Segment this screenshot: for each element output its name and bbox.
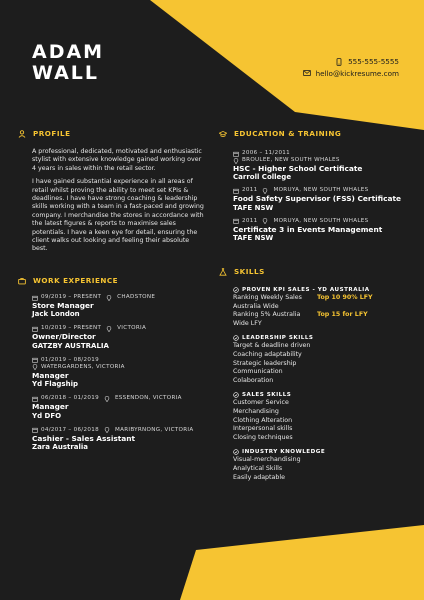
edu-location: MORUYA, NEW SOUTH WHALES — [273, 217, 369, 224]
skill-group-header — [233, 286, 403, 294]
job-title: Owner/Director — [32, 332, 96, 342]
job-company: Yd Flagship — [32, 380, 78, 389]
skill-group-title: LEADERSHIP SKILLS — [242, 335, 314, 342]
work-header — [18, 276, 118, 285]
kpi-table — [233, 294, 403, 328]
edu-location: MORUYA, NEW SOUTH WHALES — [273, 187, 369, 194]
skill-item: Clothing Alteration — [233, 416, 293, 424]
calendar-icon — [32, 295, 38, 301]
edu-meta — [233, 187, 403, 194]
kpi-value: Top 10 90% LFY — [317, 294, 373, 301]
list-item — [233, 187, 403, 211]
education-list — [233, 150, 403, 248]
profile-text — [32, 148, 204, 259]
job-company: GATZBY AUSTRALIA — [32, 341, 109, 350]
job-meta — [32, 395, 212, 402]
location-icon — [262, 188, 268, 194]
profile-title: PROFILE — [33, 129, 71, 138]
first-name: ADAM — [32, 41, 105, 63]
job-meta — [32, 357, 212, 364]
location-icon — [104, 396, 110, 402]
kpi-heading: PROVEN KPI SALES - YD AUSTRALIA — [242, 287, 370, 293]
job-dates: 10/2019 – PRESENT — [41, 325, 102, 332]
skill-item: Visual-merchandising — [233, 456, 301, 464]
location-icon — [106, 326, 112, 332]
skill-group-leadership — [233, 334, 403, 385]
job-meta — [32, 294, 212, 301]
phone-icon — [335, 58, 343, 66]
list-item — [32, 395, 212, 419]
skill-group-header — [233, 391, 403, 399]
list-item — [32, 294, 212, 318]
skill-group-title: INDUSTRY KNOWLEDGE — [242, 449, 326, 456]
work-title: WORK EXPERIENCE — [33, 276, 119, 285]
email-text: hello@kickresume.com — [315, 68, 399, 78]
list-item — [32, 357, 212, 388]
job-dates: 01/2019 – 08/2019 — [41, 356, 99, 363]
calendar-icon — [32, 396, 38, 402]
skills-title: SKILLS — [234, 267, 265, 276]
list-item — [233, 150, 403, 181]
edu-dates: 2011 — [242, 187, 258, 194]
briefcase-icon — [18, 277, 26, 285]
job-dates: 06/2018 – 01/2019 — [41, 395, 99, 402]
last-name: WALL — [32, 62, 100, 84]
check-circle-icon — [233, 392, 239, 398]
kpi-label: Ranking Weekly Sales Australia Wide — [233, 294, 302, 310]
job-meta — [32, 325, 212, 332]
job-title: Manager — [32, 402, 69, 412]
skill-group-title: SALES SKILLS — [242, 392, 292, 399]
check-circle-icon — [233, 449, 239, 455]
education-header — [219, 129, 341, 138]
skills-list — [233, 286, 403, 488]
calendar-icon — [32, 427, 38, 433]
location-icon — [104, 427, 110, 433]
profile-header — [18, 129, 71, 138]
profile-paragraph: A professional, dedicated, motivated and enthusiastic stylist with extensive knowledge gained working over 4 years in sales within the retail sector. — [32, 148, 202, 172]
skill-group-industry — [233, 448, 403, 482]
job-meta — [32, 364, 212, 371]
skill-item: Target & deadline driven — [233, 342, 311, 350]
bottom-yellow-shape — [180, 525, 424, 600]
education-title: EDUCATION & TRAINING — [234, 129, 342, 138]
user-icon — [18, 130, 26, 138]
calendar-icon — [233, 188, 239, 194]
skill-item: Easily adaptable — [233, 473, 286, 481]
list-item — [32, 427, 212, 451]
edu-dates: 2011 — [242, 217, 258, 224]
edu-title: Food Safety Supervisor (FSS) Certificate — [233, 194, 402, 204]
kpi-label: Ranking 5% Australia Wide LFY — [233, 311, 301, 327]
edu-institution: TAFE NSW — [233, 203, 274, 212]
edu-institution: TAFE NSW — [233, 234, 274, 243]
graduation-cap-icon — [219, 130, 227, 138]
flask-icon — [219, 268, 227, 276]
calendar-icon — [32, 326, 38, 332]
envelope-icon — [303, 69, 311, 77]
calendar-icon — [32, 357, 38, 363]
job-company: Jack London — [32, 310, 80, 319]
skill-item: Merchandising — [233, 407, 279, 415]
edu-meta — [233, 157, 403, 164]
kpi-group — [233, 286, 403, 328]
job-title: Manager — [32, 370, 69, 380]
edu-institution: Carroll College — [233, 173, 292, 182]
kpi-value: Top 15 for LFY — [317, 311, 368, 319]
job-company: Zara Australia — [32, 443, 89, 452]
profile-paragraph: I have gained substantial experience in all areas of retail whilst proving the ability to meet set KPIs & deadlines. I have have strong coaching & leadership skills working with a team in a fast-paced and growing company. I merchandise the stores in accordance with the latest figures & reports to maximise sales potentials. I have a keen eye for detail, ensuring the client walks out looking and feeling their absolute best. — [32, 178, 204, 253]
skill-item: Colaboration — [233, 376, 274, 384]
skills-header — [219, 267, 265, 276]
location-icon — [106, 295, 112, 301]
edu-meta — [233, 150, 403, 157]
phone-row[interactable] — [303, 56, 399, 68]
edu-title: Certificate 3 in Events Management — [233, 224, 383, 234]
email-row[interactable] — [303, 68, 399, 80]
skill-item: Communication — [233, 368, 283, 376]
job-title: Cashier - Sales Assistant — [32, 433, 136, 443]
list-item — [233, 218, 403, 242]
check-circle-icon — [233, 335, 239, 341]
check-circle-icon — [233, 287, 239, 293]
job-location: VICTORIA — [117, 325, 147, 332]
location-icon — [233, 158, 239, 164]
job-dates: 09/2019 – PRESENT — [41, 294, 102, 300]
job-location: CHADSTONE — [117, 294, 156, 300]
edu-location: BROULEE, NEW SOUTH WHALES — [242, 157, 340, 163]
job-location: ESSENDON, VICTORIA — [114, 395, 182, 402]
calendar-icon — [233, 218, 239, 224]
location-icon — [262, 218, 268, 224]
skill-item: Closing techniques — [233, 433, 293, 441]
calendar-icon — [233, 151, 239, 157]
candidate-name — [32, 42, 104, 84]
skill-group-header — [233, 334, 403, 342]
skill-group-sales — [233, 391, 403, 442]
skill-item: Coaching adaptability — [233, 350, 302, 358]
location-icon — [32, 364, 38, 370]
work-list — [32, 294, 212, 458]
skill-item: Customer Service — [233, 399, 289, 407]
job-title: Store Manager — [32, 301, 94, 310]
contact-info — [303, 56, 399, 79]
job-location: MARIBYRNONG, VICTORIA — [114, 426, 194, 433]
edu-meta — [233, 218, 403, 225]
job-location: WATERGARDENS, VICTORIA — [41, 363, 125, 370]
job-meta — [32, 427, 212, 434]
skill-item: Analytical Skills — [233, 464, 283, 472]
phone-text: 555-555-5555 — [348, 57, 399, 66]
skill-item: Interpersonal skills — [233, 425, 293, 433]
skill-group-header — [233, 448, 403, 456]
job-company: Yd DFO — [32, 411, 62, 420]
job-dates: 04/2017 – 06/2018 — [41, 426, 99, 433]
edu-title: HSC - Higher School Certificate — [233, 164, 363, 173]
edu-dates: 2006 – 11/2011 — [242, 150, 291, 156]
skill-item: Strategic leadership — [233, 359, 297, 367]
list-item — [32, 325, 212, 349]
